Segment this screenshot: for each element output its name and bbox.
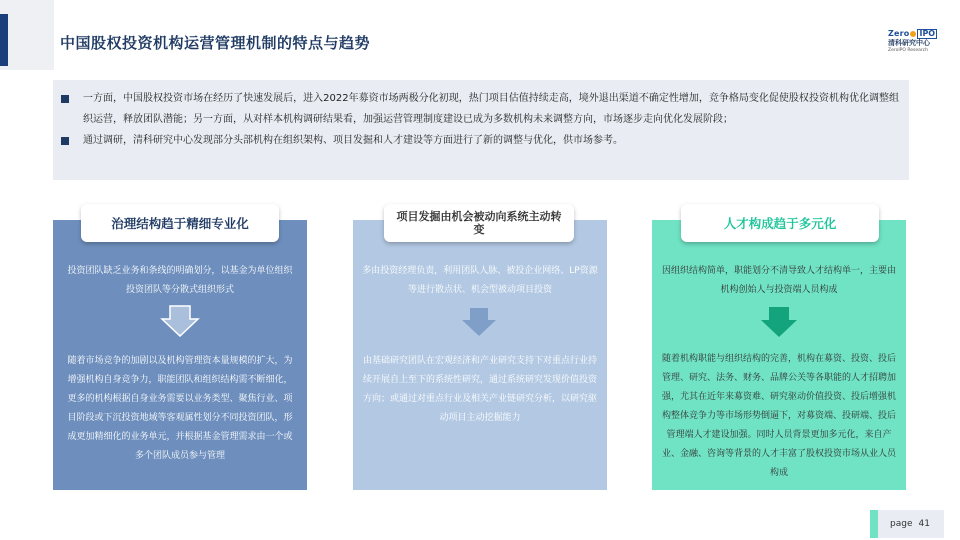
header-accent-bar	[0, 14, 8, 66]
column-title-talent: 人才构成趋于多元化	[681, 204, 879, 242]
page-label: page	[890, 519, 913, 529]
project-sourcing-before-text: 多由投资经理负责，利用团队人脉、被投企业网络、LP资源等进行散点状、机会型被动项目投资	[362, 266, 598, 295]
down-arrow-icon	[460, 307, 498, 337]
page-title: 中国股权投资机构运营管理机制的特点与趋势	[60, 34, 371, 52]
governance-after-text: 随着市场竞争的加剧以及机构管理资本量规模的扩大，为增强机构自身竞争力，职能团队和组织结构需不断细化，更多的机构根据自身业务需要以业务类型、聚焦行业、项目阶段或下沉投资地域等客观属性划分不同投资团队，形成更加精细化的业务单元，并根据基金管理需求由一个或多个团队成员参与管理	[67, 356, 293, 461]
summary-item	[61, 130, 899, 151]
zeroipo-logo	[888, 28, 940, 54]
logo-name-en: ZeroIPO Research	[888, 48, 929, 53]
project-sourcing-after-text: 由基础研究团队在宏观经济和产业研究支持下对重点行业持续开展自上至下的系统性研究，通过系统研究发现价值投资方向；或通过对重点行业及相关产业链研究分析，以研究驱动项目主动挖掘能力	[362, 356, 597, 423]
summary-text: 通过调研，清科研究中心发现部分头部机构在组织架构、项目发掘和人才建设等方面进行了新的调整与优化，供市场参考。	[83, 135, 623, 146]
summary-item	[61, 88, 899, 130]
talent-after-text: 随着机构职能与组织结构的完善，机构在募资、投资、投后管理、研究、法务、财务、品牌公关等各职能的人才招聘加强，尤其在近年来募资难、研究驱动价值投资、投后增强机构整体竞争力等市场形势倒逼下，对募资端、投研端、投后管理端人才建设加强。同时人员背景更加多元化，来自产业、金融、咨询等背景的人才丰富了股权投资市场从业人员构成	[662, 354, 897, 478]
summary-text: 一方面，中国股权投资市场在经历了快速发展后，进入2022年募资市场两极分化初现，热门项目估值持续走高，境外退出渠道不确定性增加，竞争格局变化促使股权投资机构优化调整组织运营，释放团队潜能；另一方面，从对样本机构调研结果看，加强运营管理制度建设已成为多数机构未来调整方向，市场逐步走向优化发展阶段；	[83, 93, 899, 125]
down-arrow-icon	[160, 305, 200, 337]
square-bullet-icon	[61, 95, 69, 103]
column-title-project-sourcing: 项目发掘由机会被动向系统主动转变	[384, 204, 574, 242]
page-accent-bar	[870, 510, 878, 538]
logo-name-cn: 清科研究中心	[888, 39, 930, 47]
governance-before-text: 投资团队缺乏业务和条线的明确划分，以基金为单位组织投资团队等分散式组织形式	[67, 266, 293, 295]
logo-brand-right: IPO	[919, 28, 936, 38]
logo-dot-icon	[910, 31, 916, 37]
summary-box	[53, 80, 909, 180]
page-indicator	[870, 510, 944, 538]
square-bullet-icon	[61, 137, 69, 145]
page-number: 41	[918, 519, 930, 529]
header-accent-block	[0, 0, 54, 70]
down-arrow-icon	[759, 306, 799, 338]
column-title-governance: 治理结构趋于精细专业化	[81, 204, 279, 242]
talent-before-text: 因组织结构简单，职能划分不清导致人才结构单一，主要由机构创始人与投资端人员构成	[662, 266, 897, 295]
logo-brand-left: Zero	[888, 29, 910, 38]
